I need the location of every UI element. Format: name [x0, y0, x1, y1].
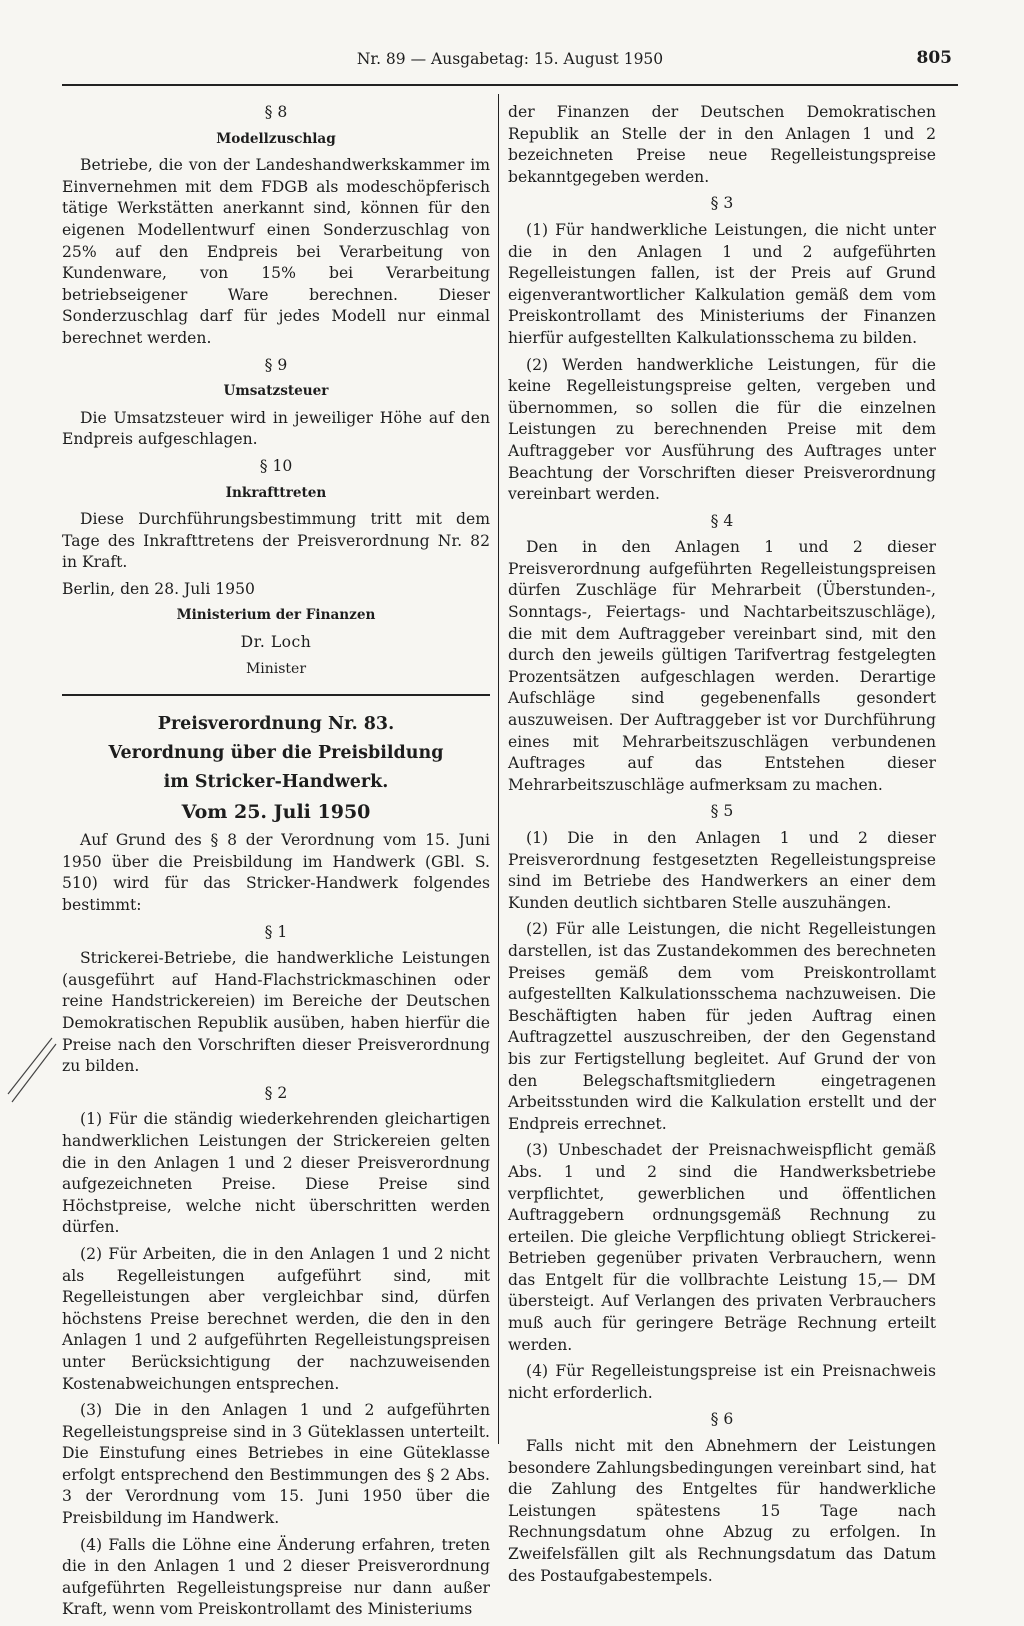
section-9-title: Umsatzsteuer — [223, 383, 329, 400]
paragraph-5-clause-2: (2) Für alle Leistungen, die nicht Regelleistungen darstellen, ist das Zustandekommen des berechneten Preises gemäß dem vom Preiskontrollamt aufgestellten Kalkulationsschema nachzuweisen. Die Beschäftigten haben für jeden Auftrag einen Auftragzettel auszuschreiben, der den Gegenstand bis zur Fertigstellung begleitet. Auf Grund der von den Belegschaftsmitgliedern eingetragenen Arbeitsstunden wird die Kalkulation erstellt und der Endpreis errechnet. — [508, 920, 936, 1133]
left-column — [62, 102, 490, 1626]
section-9-number: § 9 — [264, 355, 288, 374]
section-10-text: Diese Durchführungsbestimmung tritt mit dem Tage des Inkrafttretens der Preisverordnung Nr. 82 in Kraft. — [62, 510, 490, 572]
paragraph-5-clause-3: (3) Unbeschadet der Preisnachweispflicht gemäß Abs. 1 und 2 sind die Handwerksbetriebe verpflichtet, gewerblichen und öffentlichen Auftraggebern ordnungsgemäß Rechnung zu erteilen. Die gleiche Verpflichtung obliegt Strickerei-Betrieben gegenüber privaten Verbrauchern, wenn das Entgelt für die vollbrachte Leistung 15,— DM übersteigt. Auf Verlangen des privaten Verbrauchers muß auch für geringere Beträge Rechnung erteilt werden. — [508, 1141, 936, 1354]
paragraph-1-number: § 1 — [264, 922, 288, 941]
header-rule — [62, 84, 958, 86]
paragraph-5-number: § 5 — [710, 802, 734, 821]
paragraph-2-continuation: der Finanzen der Deutschen Demokratischen Republik an Stelle der in den Anlagen 1 und 2 bezeichneten Preise neue Regelleistungspreise bekanntgegeben werden. — [508, 103, 936, 186]
page-header — [62, 44, 958, 78]
paragraph-3-clause-1: (1) Für handwerkliche Leistungen, die nicht unter die in den Anlagen 1 und 2 aufgeführten Regelleistungen fallen, ist der Preis auf Grund eigenverantwortlicher Kalkulation gemäß dem vom Preiskontrollamt des Ministeriums der Finanzen hierfür aufgestellten Kalkulationsschema zu bilden. — [508, 220, 936, 347]
ordinance-heading-block — [62, 712, 490, 825]
paragraph-2-clause-3: (3) Die in den Anlagen 1 und 2 aufgeführten Regelleistungspreise sind in 3 Güteklassen unterteilt. Die Einstufung eines Betriebes in eine Güteklasse erfolgt entsprechend den Bestimmungen des § 2 Abs. 3 der Verordnung vom 15. Juni 1950 über die Preisbildung im Handwerk. — [62, 1401, 490, 1528]
paragraph-5-clause-1: (1) Die in den Anlagen 1 und 2 dieser Preisverordnung festgesetzten Regelleistungspreise sind im Betriebe des Handwerkers an einer dem Kunden deutlich sichtbaren Stelle auszuhängen. — [508, 829, 936, 912]
ordinance-subtitle-1: Verordnung über die Preisbildung — [108, 743, 444, 764]
page-number: 805 — [916, 48, 952, 68]
ordinance-date: Vom 25. Juli 1950 — [181, 801, 371, 824]
section-8-text: Betriebe, die von der Landeshandwerkskammer im Einvernehmen mit dem FDGB als modeschöpferisch tätige Werkstätten anerkannt sind, können für den eigenen Modellentwurf einen Sonderzuschlag von 25% auf den Endpreis bei Verarbeitung von Kundenware, von 15% bei Verarbeitung betriebseigener Ware berechnen. Dieser Sonderzuschlag darf für jedes Modell nur einmal berechnet werden. — [62, 156, 490, 347]
signature-org: Ministerium der Finanzen — [176, 607, 376, 624]
signature-role: Minister — [245, 660, 307, 677]
right-column — [508, 102, 936, 1592]
section-10-title: Inkrafttreten — [225, 484, 327, 501]
ordinance-subtitle-2: im Stricker-Handwerk. — [163, 772, 389, 793]
paragraph-6-text: Falls nicht mit den Abnehmern der Leistungen besondere Zahlungsbedingungen vereinbart sind, hat die Zahlung des Entgeltes für handwerkliche Leistungen spätestens 15 Tage nach Rechnungsdatum ohne Abzug zu erfolgen. In Zweifelsfällen gilt als Rechnungsdatum das Datum des Postaufgabestempels. — [508, 1437, 936, 1585]
paragraph-2-number: § 2 — [264, 1083, 288, 1102]
issue-title: Nr. 89 — Ausgabetag: 15. August 1950 — [356, 50, 664, 68]
section-8-number: § 8 — [264, 103, 288, 121]
column-divider — [498, 94, 499, 1444]
margin-pencil-mark — [0, 1020, 60, 1110]
section-rule — [62, 694, 490, 696]
ordinance-intro: Auf Grund des § 8 der Verordnung vom 15. Juni 1950 über die Preisbildung im Handwerk (GBl. S. 510) wird für das Stricker-Handwerk folgendes bestimmt: — [62, 831, 490, 915]
signature-date: Berlin, den 28. Juli 1950 — [62, 579, 255, 598]
paragraph-3-clause-2: (2) Werden handwerkliche Leistungen, für die keine Regelleistungspreise gelten, vergeben und übernommen, so sollen die für die einzelnen Leistungen zu berechnenden Preise mit dem Auftraggeber vor Ausführung des Auftrages unter Beachtung der Vorschriften dieser Preisverordnung vereinbart werden. — [508, 355, 936, 504]
ordinance-number: Preisverordnung Nr. 83. — [157, 714, 395, 735]
paragraph-5-clause-4: (4) Für Regelleistungspreise ist ein Preisnachweis nicht erforderlich. — [508, 1362, 936, 1402]
signature-name: Dr. Loch — [240, 633, 312, 652]
paragraph-4-text: Den in den Anlagen 1 und 2 dieser Preisverordnung aufgeführten Regelleistungspreisen dürfen Zuschläge für Mehrarbeit (Überstunden-, Sonntags-, Feiertags- und Nachtarbeitszuschläge), die mit dem Auftraggeber vereinbart sind, mit den durch den jeweils gültigen Tarifvertrag festgelegten Prozentsätzen aufgeschlagen werden. Derartige Aufschläge sind gegebenenfalls gesondert auszuweisen. Der Auftraggeber ist vor Durchführung eines mit Mehrarbeitszuschlägen verbundenen Auftrages auf das Entstehen dieser Mehrarbeitszuschläge aufmerksam zu machen. — [508, 538, 936, 794]
paragraph-1-text: Strickerei-Betriebe, die handwerkliche Leistungen (ausgeführt auf Hand-Flachstrickmaschinen oder reine Handstrickereien) im Bereiche der Deutschen Demokratischen Republik ausüben, haben hierfür die Preise nach den Vorschriften dieser Preisverordnung zu bilden. — [62, 949, 490, 1076]
paragraph-3-number: § 3 — [710, 194, 734, 213]
section-8-title: Modellzuschlag — [216, 130, 336, 147]
paragraph-6-number: § 6 — [710, 1410, 734, 1429]
paragraph-2-clause-2: (2) Für Arbeiten, die in den Anlagen 1 und 2 nicht als Regelleistungen aufgeführt sind, mit Regelleistungen aber vergleichbar sind, dürfen höchstens Preise berechnet werden, die den in den Anlagen 1 und 2 aufgeführten Regelleistungspreisen unter Berücksichtigung der nachzuweisenden Kostenabweichungen entsprechen. — [62, 1244, 490, 1393]
section-10-number: § 10 — [259, 456, 293, 475]
paragraph-2-clause-4: (4) Falls die Löhne eine Änderung erfahren, treten die in den Anlagen 1 und 2 dieser Preisverordnung aufgeführten Regelleistungspreise nur dann außer Kraft, wenn vom Preiskontrollamt des Ministeriums — [62, 1535, 490, 1619]
paragraph-4-number: § 4 — [710, 511, 734, 530]
section-9-text: Die Umsatzsteuer wird in jeweiliger Höhe auf den Endpreis aufgeschlagen. — [62, 408, 490, 449]
paragraph-2-clause-1: (1) Für die ständig wiederkehrenden gleichartigen handwerklichen Leistungen der Strickereien gelten die in den Anlagen 1 und 2 dieser Preisverordnung aufgezeichneten Preise. Diese Preise sind Höchstpreise, welche nicht überschritten werden dürfen. — [62, 1110, 490, 1237]
